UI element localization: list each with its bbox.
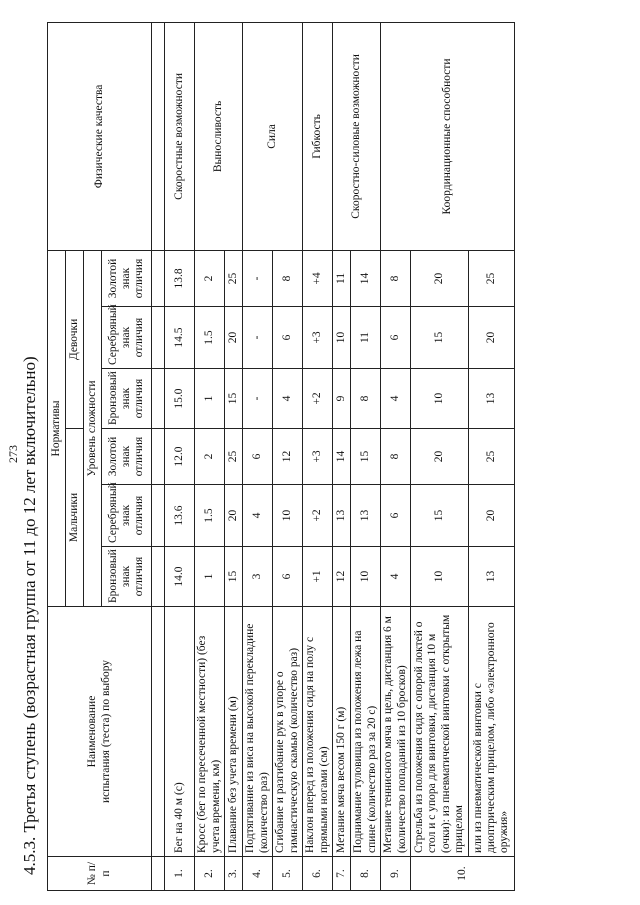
girls-bronze-value: 15 xyxy=(225,369,243,429)
girls-silver-value: 20 xyxy=(469,307,515,369)
boys-bronze-value: 12 xyxy=(333,547,351,607)
boys-gold-value: 15 xyxy=(351,429,381,485)
boys-gold-value: 25 xyxy=(469,429,515,485)
header-boys: Мальчики xyxy=(66,429,84,607)
row-name: Сгибание и разгибание рук в упоре о гимнастическую скамью (количество раз) xyxy=(273,607,303,857)
normatives-table xyxy=(47,22,515,891)
header-boys-bronze: Бронзовый знак отличия xyxy=(102,547,152,607)
row-num: 2. xyxy=(195,857,225,891)
quality-flexibility: Гибкость xyxy=(303,22,333,250)
girls-silver-value: 1.5 xyxy=(195,307,225,369)
header-boys-silver: Серебряный знак отличия xyxy=(102,485,152,547)
girls-silver-value: 15 xyxy=(411,307,469,369)
girls-gold-value: 25 xyxy=(469,250,515,306)
boys-gold-value: 6 xyxy=(243,429,273,485)
boys-silver-value: 13 xyxy=(351,485,381,547)
boys-gold-value: 20 xyxy=(411,429,469,485)
girls-bronze-value: 4 xyxy=(381,369,411,429)
girls-gold-value: 2 xyxy=(195,250,225,306)
boys-bronze-value: 13 xyxy=(469,547,515,607)
section-title: 4.5.3. Третья ступень (возрастная группа от 11 до 12 лет включительно) xyxy=(20,356,39,875)
header-girls: Девочки xyxy=(66,250,84,428)
header-num: № п/п xyxy=(48,857,152,891)
header-name-line2: испытания (теста) по выбору xyxy=(99,659,112,804)
header-name-line1: Наименование xyxy=(86,695,99,768)
girls-bronze-value: 1 xyxy=(195,369,225,429)
boys-gold-value: 14 xyxy=(333,429,351,485)
boys-bronze-value: 10 xyxy=(351,547,381,607)
boys-silver-value: +2 xyxy=(303,485,333,547)
girls-gold-value: 14 xyxy=(351,250,381,306)
header-girls-silver: Серебряный знак отличия xyxy=(102,307,152,369)
quality-endurance: Выносливость xyxy=(195,22,243,250)
girls-gold-value: +4 xyxy=(303,250,333,306)
girls-silver-value: 6 xyxy=(381,307,411,369)
boys-silver-value: 6 xyxy=(381,485,411,547)
boys-silver-value: 13 xyxy=(333,485,351,547)
row-num: 7. xyxy=(333,857,351,891)
row-name: или из пневматической винтовки с диоптрическим прицелом, либо «электронного оружия» xyxy=(469,607,515,857)
girls-silver-value: 11 xyxy=(351,307,381,369)
table-row xyxy=(165,22,195,890)
girls-silver-value: +3 xyxy=(303,307,333,369)
row-num: 4. xyxy=(243,857,273,891)
quality-speed: Скоростные возможности xyxy=(165,22,195,250)
girls-bronze-value: 15.0 xyxy=(165,369,195,429)
header-girls-gold: Золотой знак отличия xyxy=(102,250,152,306)
boys-bronze-value: 3 xyxy=(243,547,273,607)
girls-bronze-value: - xyxy=(243,369,273,429)
boys-silver-value: 13.6 xyxy=(165,485,195,547)
girls-silver-value: 10 xyxy=(333,307,351,369)
girls-silver-value: - xyxy=(243,307,273,369)
boys-bronze-value: +1 xyxy=(303,547,333,607)
table-row xyxy=(333,22,351,890)
boys-bronze-value: 1 xyxy=(195,547,225,607)
girls-bronze-value: 8 xyxy=(351,369,381,429)
row-num: 9. xyxy=(381,857,411,891)
boys-silver-value: 10 xyxy=(273,485,303,547)
row-name: Бег на 40 м (с) xyxy=(165,607,195,857)
boys-gold-value: 2 xyxy=(195,429,225,485)
girls-bronze-value: 10 xyxy=(411,369,469,429)
boys-silver-value: 15 xyxy=(411,485,469,547)
row-name: Метание теннисного мяча в цель, дистанция 6 м (количество попаданий из 10 бросков) xyxy=(381,607,411,857)
row-name: Стрельба из положения сидя с опорой локтей о стол и с упора для винтовки, дистанция 10 м (очки): из пневматической винтовки с открытым прицелом xyxy=(411,607,469,857)
boys-silver-value: 1.5 xyxy=(195,485,225,547)
girls-bronze-value: +2 xyxy=(303,369,333,429)
page-number: 273 xyxy=(6,445,20,463)
row-num: 8. xyxy=(351,857,381,891)
table-row xyxy=(381,22,411,890)
boys-bronze-value: 4 xyxy=(381,547,411,607)
boys-silver-value: 4 xyxy=(243,485,273,547)
row-name: Подтягивание из виса на высокой перекладине (количество раз) xyxy=(243,607,273,857)
row-num: 1. xyxy=(165,857,195,891)
boys-gold-value: 8 xyxy=(381,429,411,485)
boys-bronze-value: 6 xyxy=(273,547,303,607)
row-name: Наклон вперед из положения сидя на полу с прямыми ногами (см) xyxy=(303,607,333,857)
boys-gold-value: 25 xyxy=(225,429,243,485)
girls-gold-value: 8 xyxy=(381,250,411,306)
table-row xyxy=(243,22,273,890)
boys-bronze-value: 15 xyxy=(225,547,243,607)
row-name: Поднимание туловища из положения лежа на спине (количество раз за 20 с) xyxy=(351,607,381,857)
girls-bronze-value: 4 xyxy=(273,369,303,429)
girls-gold-value: 25 xyxy=(225,250,243,306)
boys-bronze-value: 10 xyxy=(411,547,469,607)
quality-coordination: Координационные способности xyxy=(381,22,515,250)
header-name xyxy=(48,607,152,857)
girls-bronze-value: 9 xyxy=(333,369,351,429)
boys-silver-value: 20 xyxy=(225,485,243,547)
quality-speed-strength: Скоростно-силовые возможности xyxy=(333,22,381,250)
girls-gold-value: - xyxy=(243,250,273,306)
girls-silver-value: 6 xyxy=(273,307,303,369)
girls-gold-value: 20 xyxy=(411,250,469,306)
header-difficulty: Уровень сложности xyxy=(84,250,102,606)
row-name: Метание мяча весом 150 г (м) xyxy=(333,607,351,857)
boys-silver-value: 20 xyxy=(469,485,515,547)
row-num: 6. xyxy=(303,857,333,891)
boys-gold-value: +3 xyxy=(303,429,333,485)
quality-strength: Сила xyxy=(243,22,303,250)
table-row xyxy=(195,22,225,890)
header-normatives: Нормативы xyxy=(48,250,66,606)
header-girls-bronze: Бронзовый знак отличия xyxy=(102,369,152,429)
table-row xyxy=(303,22,333,890)
girls-bronze-value: 13 xyxy=(469,369,515,429)
boys-bronze-value: 14.0 xyxy=(165,547,195,607)
girls-gold-value: 8 xyxy=(273,250,303,306)
girls-silver-value: 14.5 xyxy=(165,307,195,369)
header-qualities: Физические качества xyxy=(48,22,152,250)
header-boys-gold: Золотой знак отличия xyxy=(102,429,152,485)
row-name: Кросс (бег по пересеченной местности) (без учета времени, км) xyxy=(195,607,225,857)
row-num: 3. xyxy=(225,857,243,891)
row-num: 10. xyxy=(411,857,515,891)
girls-gold-value: 13.8 xyxy=(165,250,195,306)
boys-gold-value: 12.0 xyxy=(165,429,195,485)
row-num: 5. xyxy=(273,857,303,891)
boys-gold-value: 12 xyxy=(273,429,303,485)
girls-gold-value: 11 xyxy=(333,250,351,306)
row-name: Плавание без учета времени (м) xyxy=(225,607,243,857)
girls-silver-value: 20 xyxy=(225,307,243,369)
